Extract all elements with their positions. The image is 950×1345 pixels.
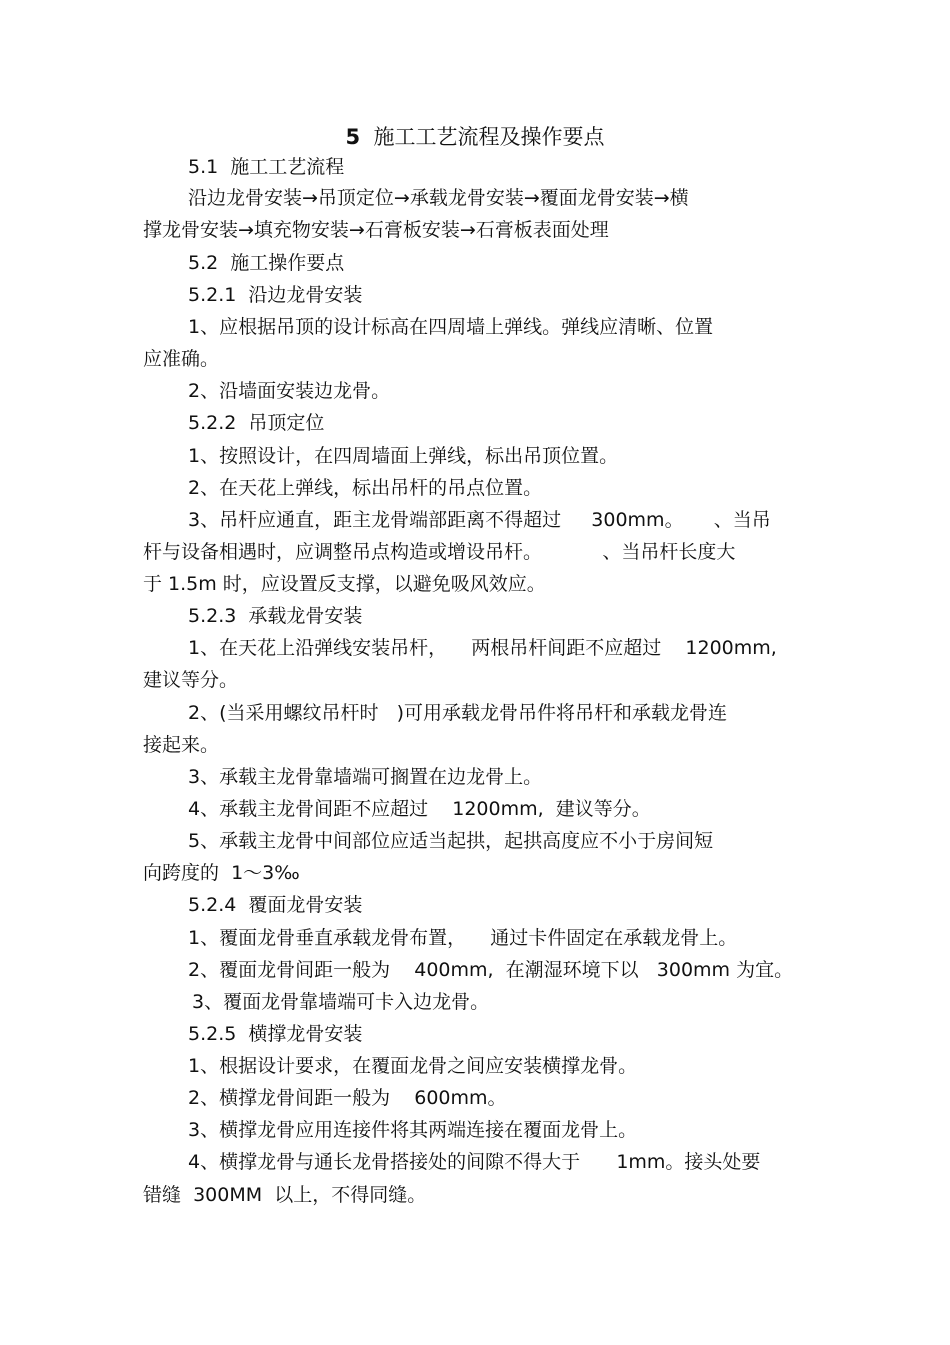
paragraph-line: 2、(当采用螺纹吊杆时 )可用承载龙骨吊件将吊杆和承载龙骨连 bbox=[188, 702, 728, 724]
paragraph-line: 2、覆面龙骨间距一般为 400mm, 在潮湿环境下以 300mm 为宜。 bbox=[188, 959, 794, 981]
heading-5-2-4: 5.2.4 覆面龙骨安装 bbox=[188, 894, 363, 916]
paragraph-line: 3、横撑龙骨应用连接件将其两端连接在覆面龙骨上。 bbox=[188, 1119, 638, 1141]
paragraph-line: 4、承载主龙骨间距不应超过 1200mm, 建议等分。 bbox=[188, 798, 651, 820]
heading-5-2-3: 5.2.3 承载龙骨安装 bbox=[188, 605, 363, 627]
paragraph-line: 1、按照设计，在四周墙面上弹线，标出吊顶位置。 bbox=[188, 445, 619, 467]
paragraph-line: 5、承载主龙骨中间部位应适当起拱，起拱高度应不小于房间短 bbox=[188, 830, 714, 852]
paragraph-line: 3、承载主龙骨靠墙端可搁置在边龙骨上。 bbox=[188, 766, 543, 788]
flow-line-1: 沿边龙骨安装→吊顶定位→承载龙骨安装→覆面龙骨安装→横 bbox=[188, 187, 689, 209]
section-title bbox=[0, 124, 950, 150]
section-title-text: 施工工艺流程及操作要点 bbox=[373, 125, 605, 149]
section-number: 5 bbox=[345, 125, 361, 149]
paragraph-line: 向跨度的 1～3‰ bbox=[143, 862, 300, 884]
paragraph-line: 4、横撑龙骨与通长龙骨搭接处的间隙不得大于 1mm。接头处要 bbox=[188, 1151, 761, 1173]
paragraph-line: 1、根据设计要求，在覆面龙骨之间应安装横撑龙骨。 bbox=[188, 1055, 638, 1077]
paragraph-line: 2、沿墙面安装边龙骨。 bbox=[188, 380, 391, 402]
paragraph-line: 建议等分。 bbox=[143, 669, 239, 691]
heading-5-2: 5.2 施工操作要点 bbox=[188, 252, 345, 274]
flow-line-2: 撑龙骨安装→填充物安装→石膏板安装→石膏板表面处理 bbox=[143, 219, 609, 241]
paragraph-line: 应准确。 bbox=[143, 348, 220, 370]
paragraph-line: 错缝 300MM 以上，不得同缝。 bbox=[143, 1184, 427, 1206]
paragraph-line: 2、在天花上弹线，标出吊杆的吊点位置。 bbox=[188, 477, 543, 499]
heading-5-2-1: 5.2.1 沿边龙骨安装 bbox=[188, 284, 363, 306]
paragraph-line: 杆与设备相遇时，应调整吊点构造或增设吊杆。 、当吊杆长度大 bbox=[143, 541, 736, 563]
paragraph-line: 1、覆面龙骨垂直承载龙骨布置， 通过卡件固定在承载龙骨上。 bbox=[188, 927, 738, 949]
paragraph-line: 于 1.5m 时，应设置反支撑，以避免吸风效应。 bbox=[143, 573, 546, 595]
heading-5-1: 5.1 施工工艺流程 bbox=[188, 156, 345, 178]
paragraph-line: 2、横撑龙骨间距一般为 600mm。 bbox=[188, 1087, 507, 1109]
paragraph-line: 1、应根据吊顶的设计标高在四周墙上弹线。弹线应清晰、位置 bbox=[188, 316, 714, 338]
paragraph-line: 3、吊杆应通直，距主龙骨端部距离不得超过 300mm。 、当吊 bbox=[188, 509, 771, 531]
paragraph-line: 3、覆面龙骨靠墙端可卡入边龙骨。 bbox=[192, 991, 490, 1013]
paragraph-line: 1、在天花上沿弹线安装吊杆， 两根吊杆间距不应超过 1200mm, bbox=[188, 637, 777, 659]
heading-5-2-2: 5.2.2 吊顶定位 bbox=[188, 412, 325, 434]
heading-5-2-5: 5.2.5 横撑龙骨安装 bbox=[188, 1023, 363, 1045]
paragraph-line: 接起来。 bbox=[143, 734, 220, 756]
